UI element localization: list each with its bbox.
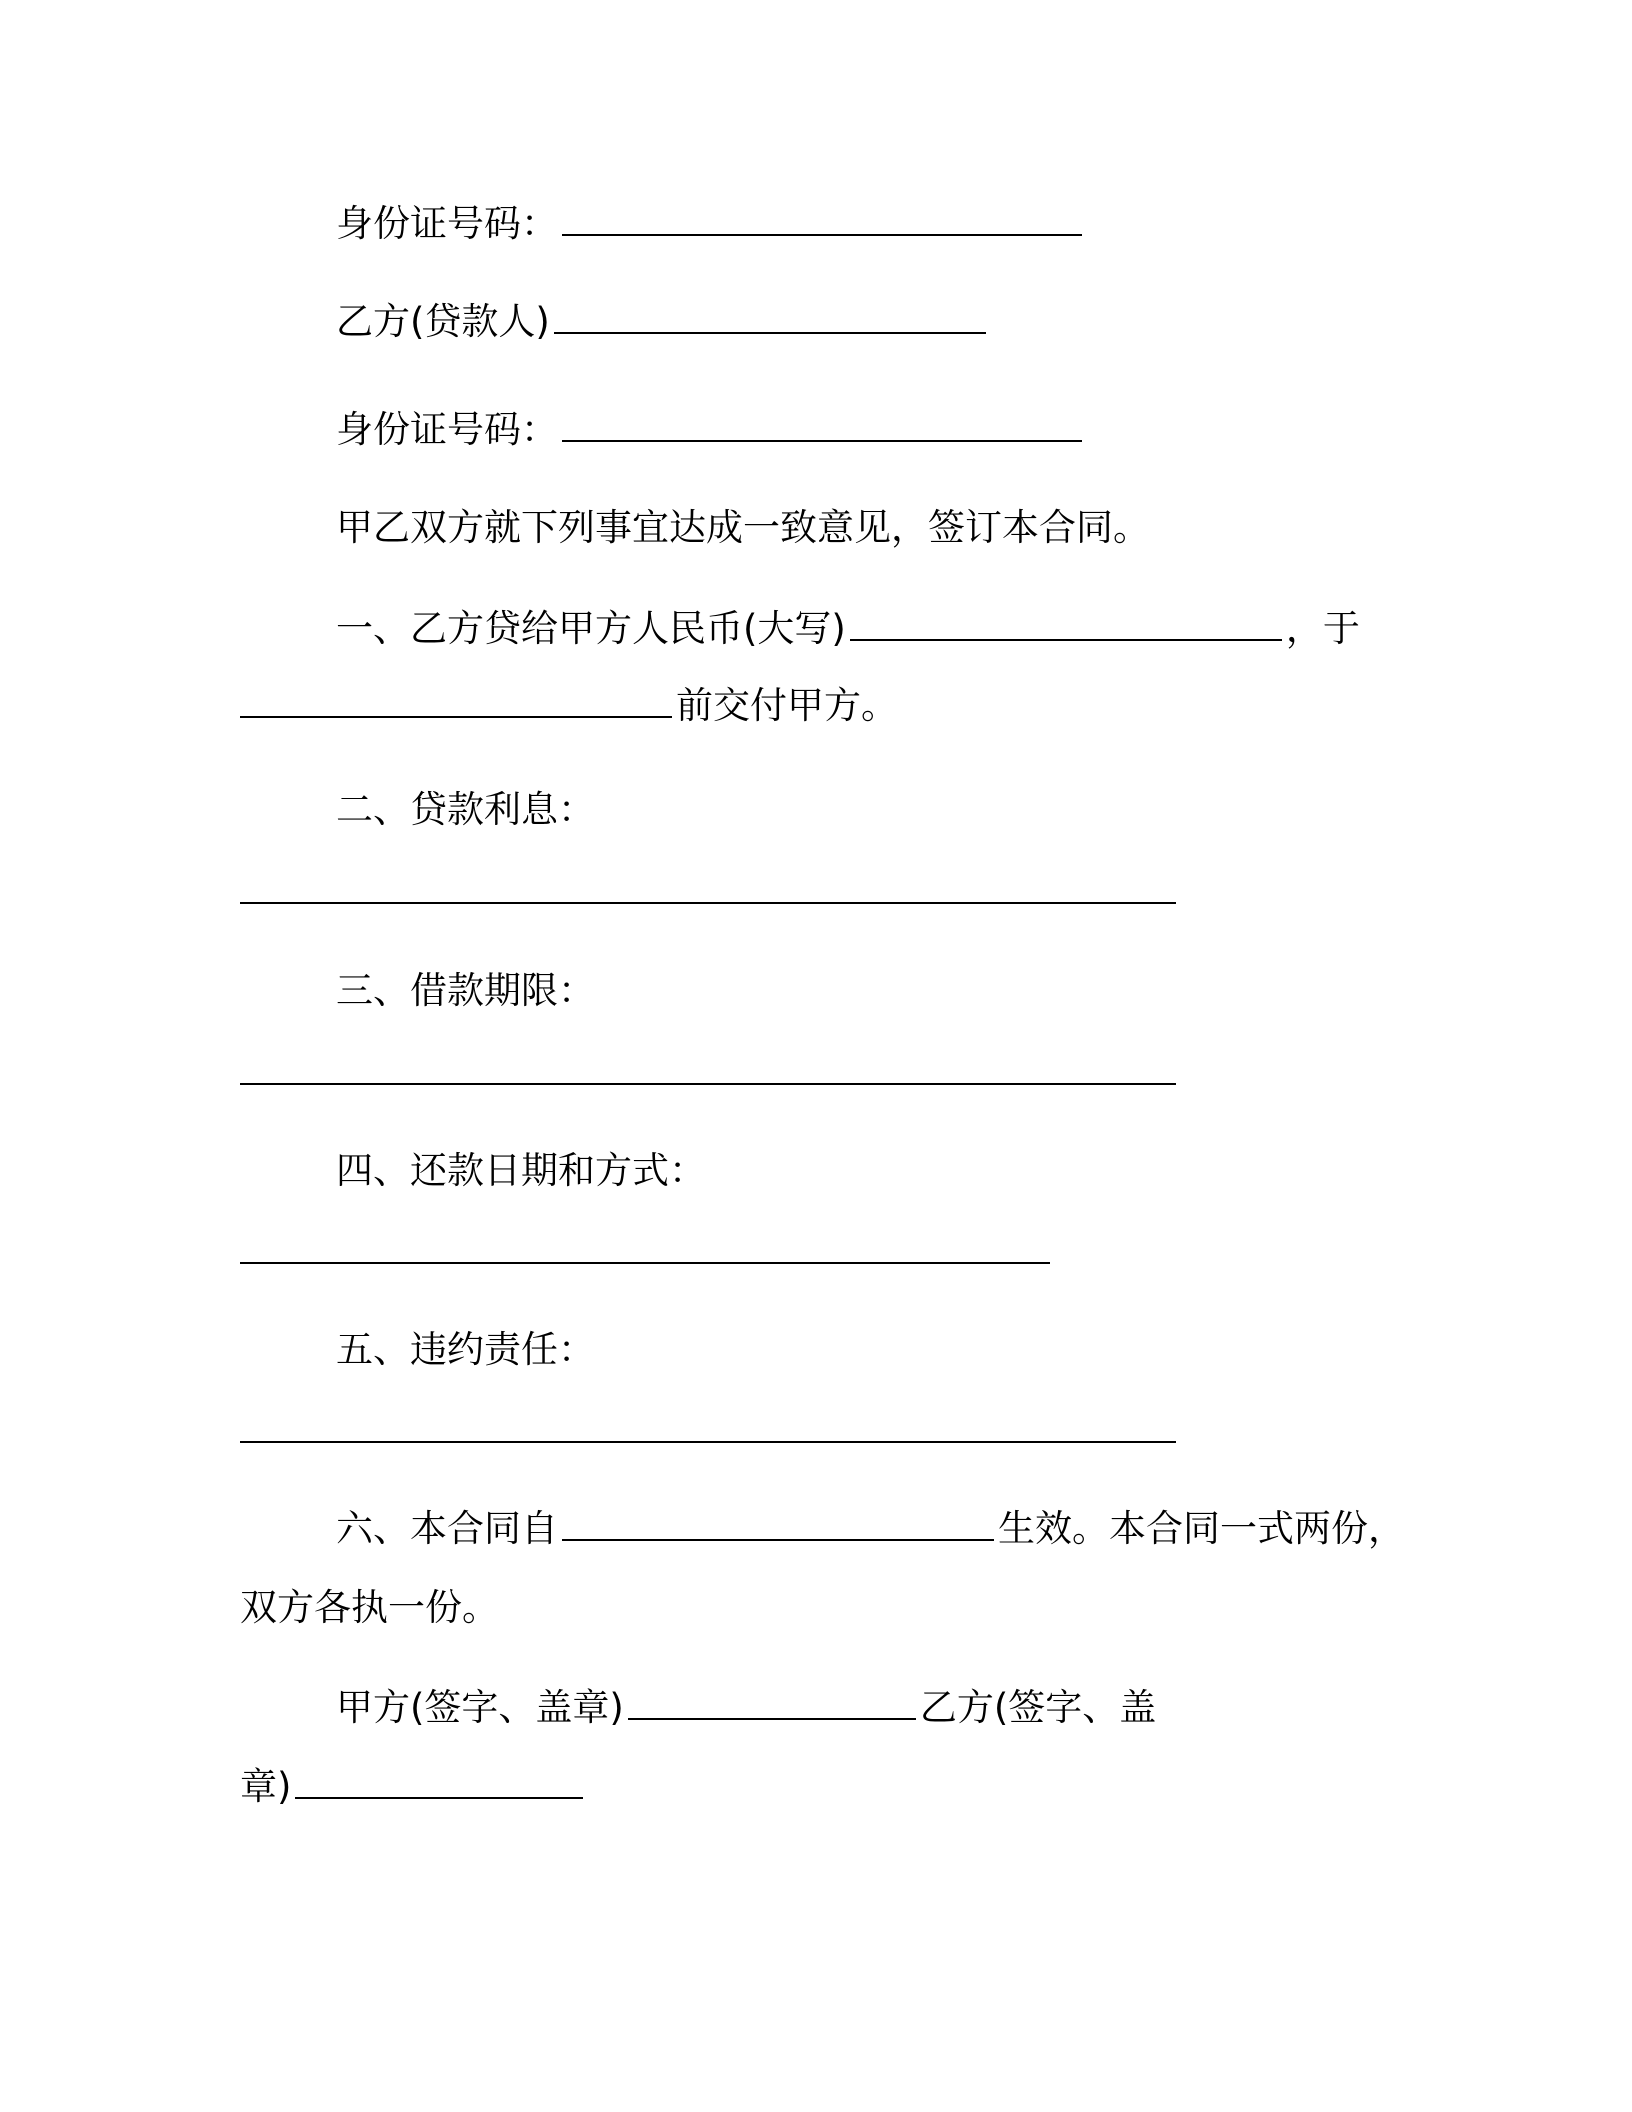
delivery-date-blank: [240, 686, 672, 718]
id-number-label: 身份证号码：: [336, 408, 558, 451]
id-number-line-1: [336, 198, 1086, 250]
liability-blank: [240, 1411, 1176, 1443]
clause-4-title: [336, 1145, 706, 1197]
clause-5-title: [336, 1324, 595, 1376]
clause-6-text: 生效。本合同一式两份，: [998, 1507, 1405, 1550]
party-a-signature-blank: [628, 1688, 916, 1720]
signature-line-2: [240, 1761, 587, 1813]
loan-amount-blank: [850, 609, 1282, 641]
id-number-line-2: [336, 404, 1086, 456]
repayment-blank: [240, 1232, 1050, 1264]
agreement-intro-text: 甲乙双方就下列事宜达成一致意见，签订本合同。: [336, 506, 1150, 549]
clause-4-blank-line: [240, 1226, 1054, 1278]
clause-2-blank-line: [240, 866, 1180, 918]
clause-6-text: 双方各执一份。: [240, 1586, 499, 1629]
clause-3-blank-line: [240, 1047, 1180, 1099]
effective-date-blank: [562, 1509, 994, 1541]
clause-6-line-2: [240, 1582, 499, 1634]
clause-1-text: 前交付甲方。: [676, 684, 898, 727]
id-number-label: 身份证号码：: [336, 202, 558, 245]
party-b-label: 乙方(贷款人): [336, 300, 550, 343]
agreement-intro: [336, 502, 1150, 554]
clause-5-blank-line: [240, 1405, 1180, 1457]
id-number-blank: [562, 410, 1082, 442]
clause-1-text: 一、乙方贷给甲方人民币(大写): [336, 607, 846, 650]
clause-6-line-1: [336, 1503, 1405, 1555]
party-b-blank: [554, 302, 986, 334]
clause-3-title: [336, 965, 595, 1017]
party-b-signature-blank: [295, 1767, 583, 1799]
clause-1-line-1: [336, 603, 1360, 655]
clause-3-title-text: 三、借款期限：: [336, 969, 595, 1012]
signature-line-1: [336, 1682, 1156, 1734]
interest-blank: [240, 872, 1176, 904]
clause-2-title-text: 二、贷款利息：: [336, 788, 595, 831]
clause-1-line-2: [240, 680, 898, 732]
party-b-signature-label-cont: 章): [240, 1765, 292, 1808]
term-blank: [240, 1053, 1176, 1085]
party-b-signature-label: 乙方(签字、盖: [919, 1686, 1157, 1729]
clause-6-text: 六、本合同自: [336, 1507, 558, 1550]
clause-5-title-text: 五、违约责任：: [336, 1328, 595, 1371]
clause-2-title: [336, 784, 595, 836]
clause-1-text: ，于: [1285, 607, 1360, 650]
id-number-blank: [562, 204, 1082, 236]
party-b-line: [336, 296, 990, 348]
party-a-signature-label: 甲方(签字、盖章): [336, 1686, 624, 1729]
clause-4-title-text: 四、还款日期和方式：: [336, 1149, 706, 1192]
